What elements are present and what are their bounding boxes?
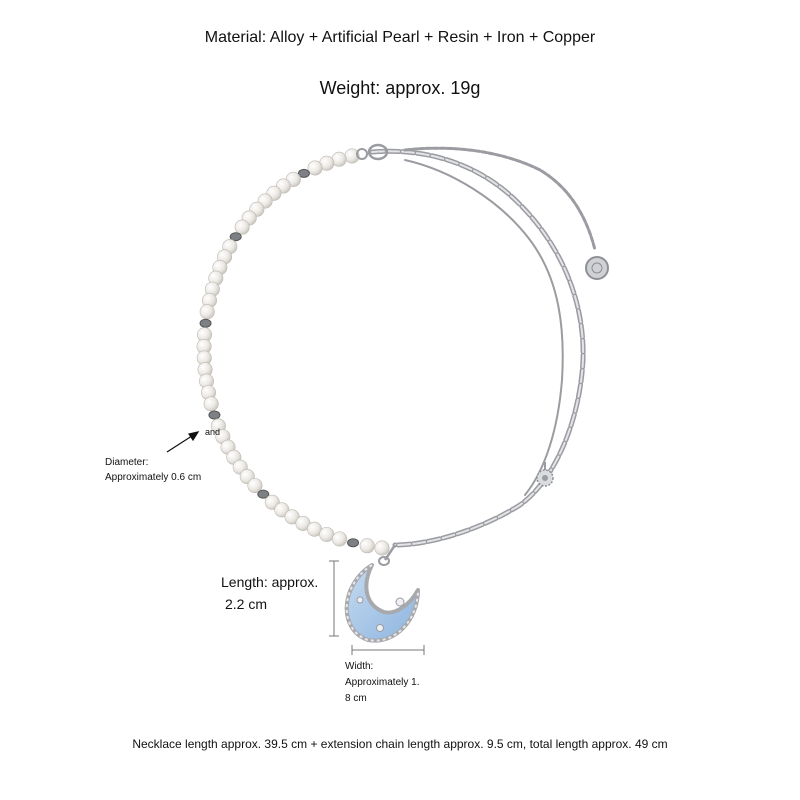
pearl-bead [360,539,374,553]
metal-spacer-bead [348,539,359,547]
pearl-bead [320,527,334,541]
length-label-value: 2.2 cm [225,596,268,612]
length-label-title: Length: approx. [221,574,319,590]
metal-spacer-bead [200,319,211,327]
flower-charm [537,462,553,486]
length-label [221,571,331,615]
metal-spacer-bead [209,411,220,419]
diameter-pointer-text: and [205,427,221,437]
pearl-bead [200,305,214,319]
pearl-strand [197,149,389,555]
pearl-bead [235,220,249,234]
chain-end-tag [586,257,608,279]
width-label [345,659,440,707]
pearl-bead [204,397,218,411]
length-summary: Necklace length approx. 39.5 cm + extension chain length approx. 9.5 cm, total length approx. 49 cm [132,737,668,751]
pearl-bead [308,161,322,175]
width-label-value-1: Approximately 1. [345,677,420,688]
pearl-bead [332,532,346,546]
width-dimension-line [352,645,424,655]
diameter-label-value: Approximately 0.6 cm [105,472,202,483]
material-info: Material: Alloy + Artificial Pearl + Resin + Iron + Copper [204,29,596,46]
width-label-title: Width: [345,661,374,672]
diameter-arrow [167,432,198,452]
pearl-bead [375,541,389,555]
diameter-label [105,455,215,485]
diameter-label-title: Diameter: [105,457,149,468]
weight-info: Weight: approx. 19g [319,78,481,98]
chain [357,145,595,545]
moon-pendant [347,545,418,641]
width-label-value-2: 8 cm [345,693,367,704]
